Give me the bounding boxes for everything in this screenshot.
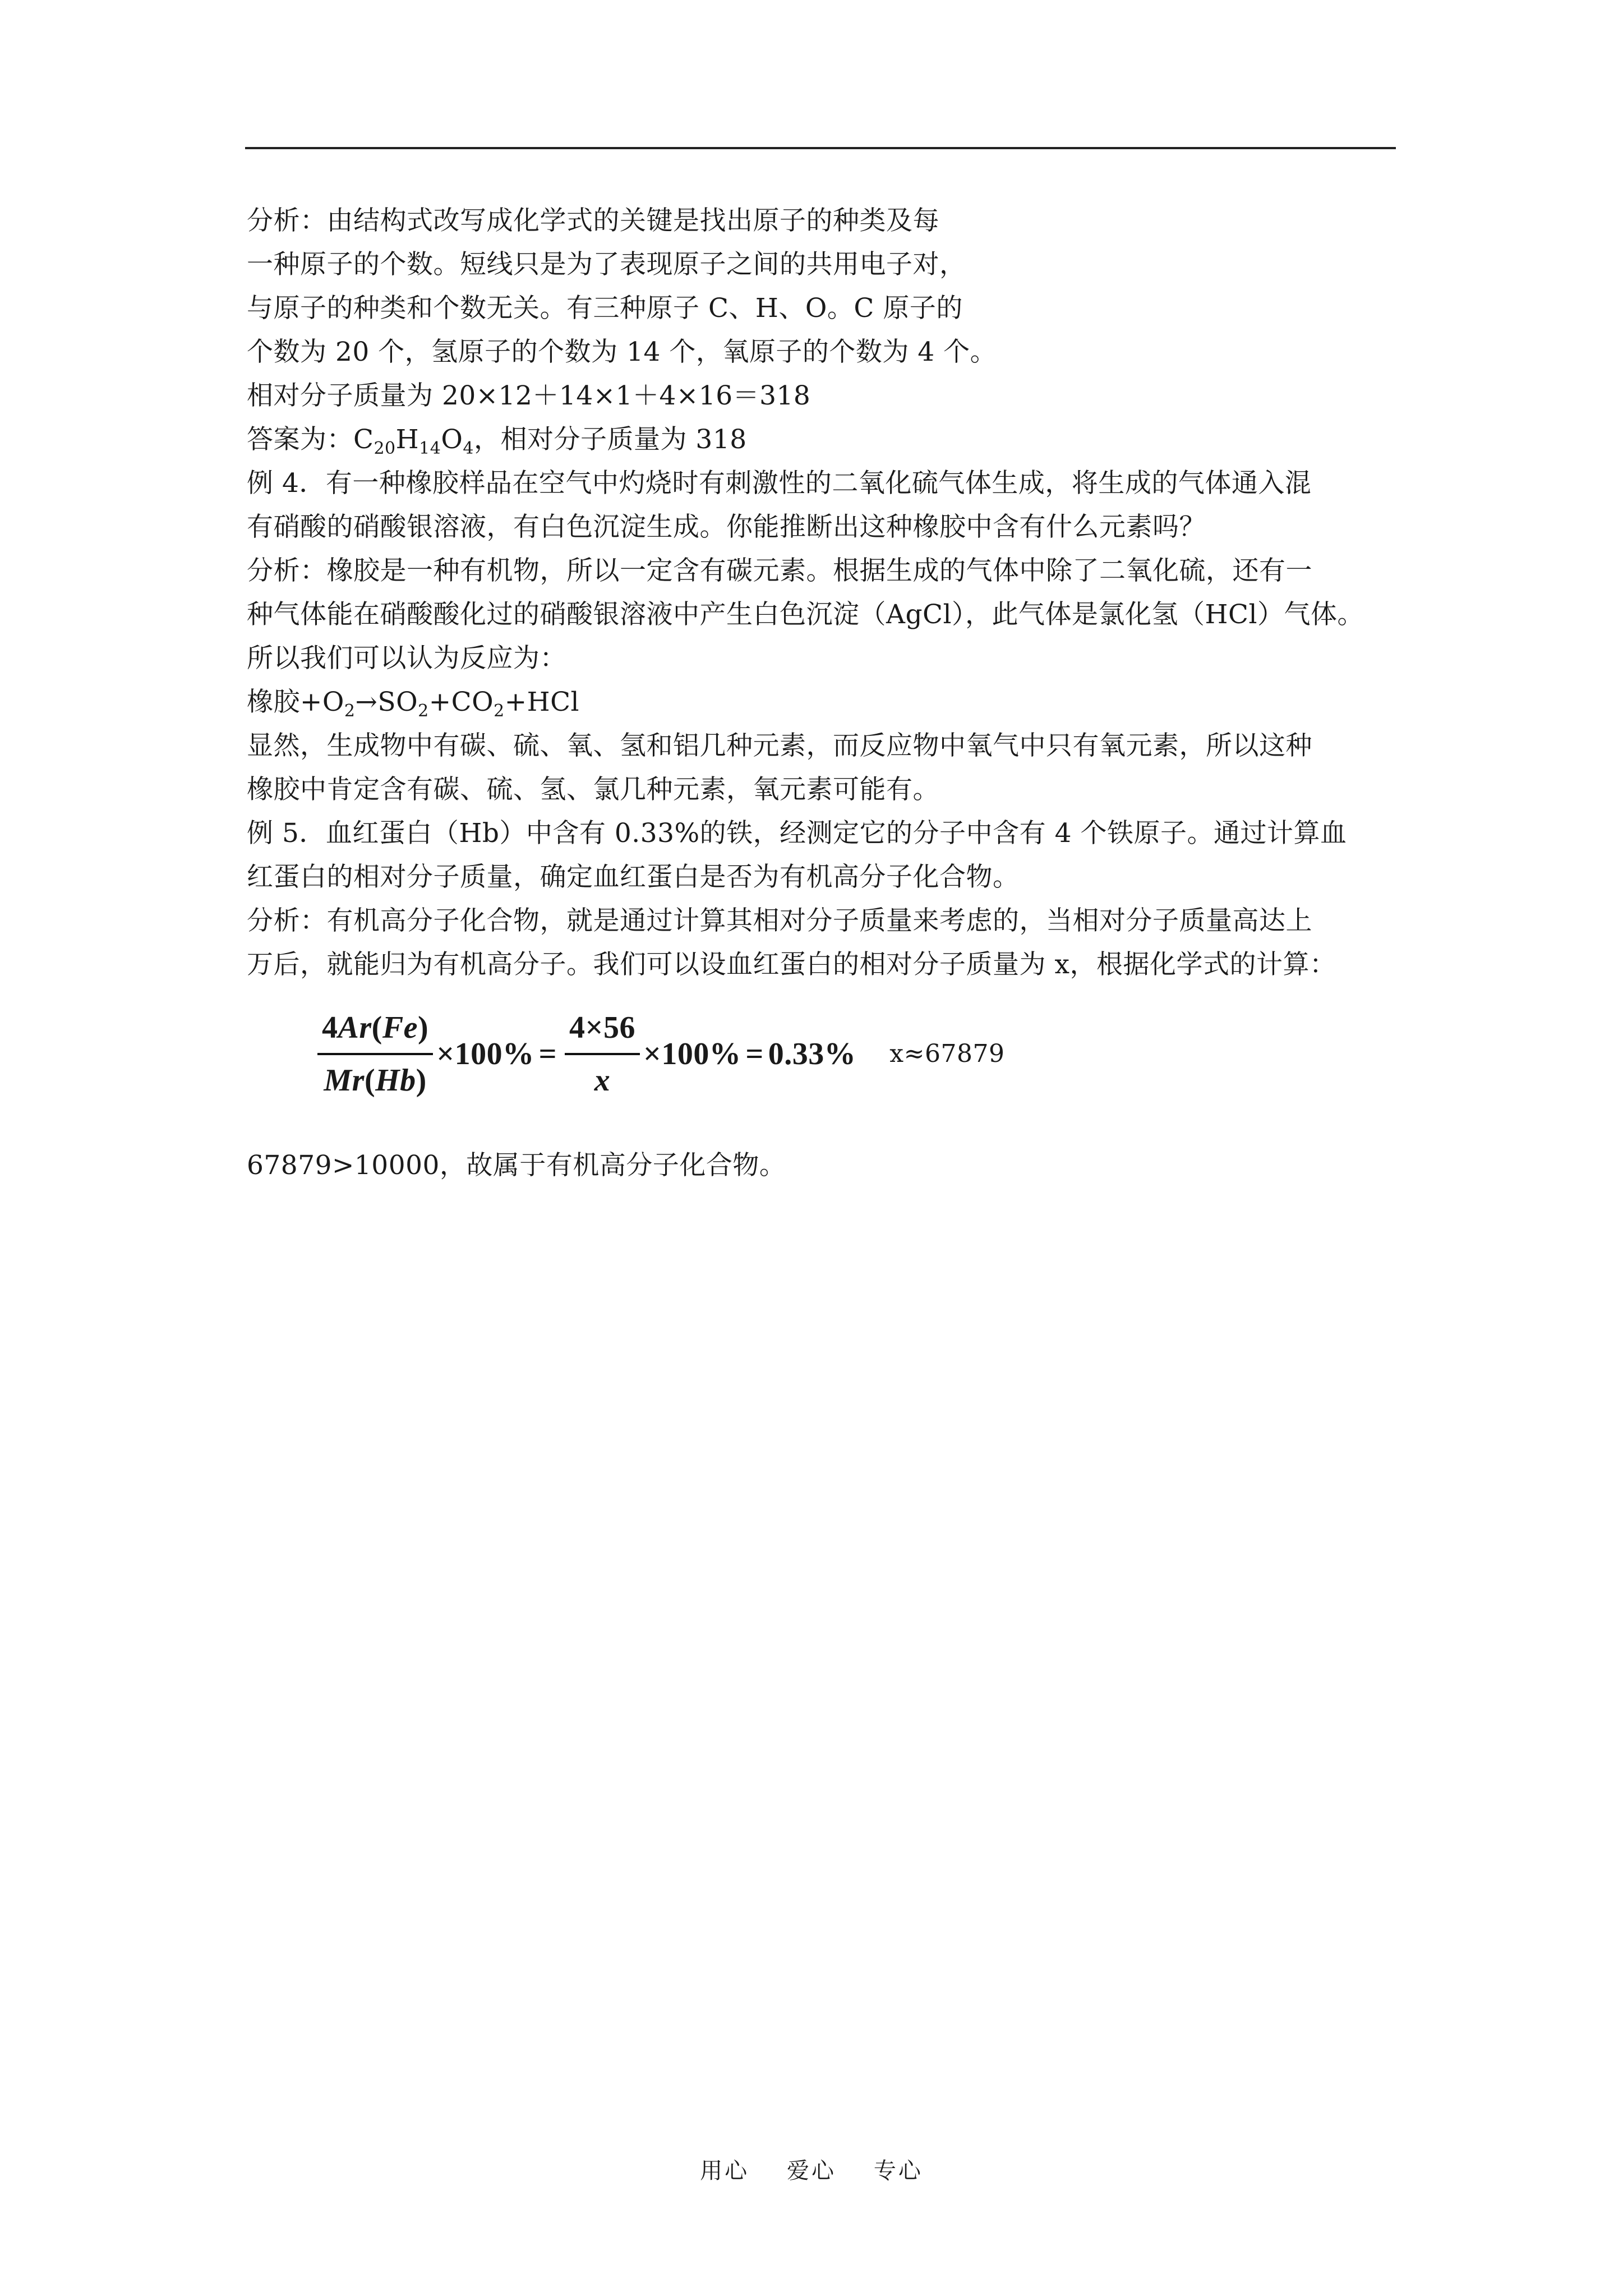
formula-element: O <box>441 424 463 455</box>
text-line: 例 5．血红蛋白（Hb）中含有 0.33%的铁，经测定它的分子中含有 4 个铁原子。通过计算血 <box>247 818 1347 849</box>
text-line: 与原子的种类和个数无关。有三种原子 C、H、O。C 原子的 <box>247 293 963 324</box>
text-line: 一种原子的个数。短线只是为了表现原子之间的共用电子对， <box>247 249 966 280</box>
formula-term: Mr <box>324 1063 365 1098</box>
answer-prefix: 答案为： <box>247 424 353 455</box>
formula-result: 0.33% <box>768 1037 856 1071</box>
fraction-numerator: 4×56 <box>565 1006 640 1055</box>
conclusion-line: 67879>10000，故属于有机高分子化合物。 <box>247 1150 786 1181</box>
formula-multiplier: ×100% <box>436 1037 534 1071</box>
reaction-equation <box>247 680 1402 724</box>
text-line: 相对分子质量为 20×12＋14×1＋4×16＝318 <box>247 380 811 411</box>
formula-term: ) <box>416 1063 427 1098</box>
text-line: 橡胶中肯定含有碳、硫、氢、氯几种元素，氧元素可能有。 <box>247 774 939 805</box>
text-line: 万后，就能归为有机高分子。我们可以设血红蛋白的相对分子质量为 x，根据化学式的计算： <box>247 949 1336 980</box>
formula-term: Ar <box>338 1010 372 1045</box>
product: +HCl <box>504 687 580 717</box>
text-line: 分析：橡胶是一种有机物，所以一定含有碳元素。根据生成的气体中除了二氧化硫，还有一 <box>247 555 1312 586</box>
fraction-ar-over-mr <box>317 1006 433 1102</box>
text-line: 显然，生成物中有碳、硫、氧、氢和铝几种元素，而反应物中氧气中只有氧元素，所以这种 <box>247 730 1312 761</box>
product: +CO <box>428 687 494 717</box>
text-line: 种气体能在硝酸酸化过的硝酸银溶液中产生白色沉淀（AgCl），此气体是氯化氢（HCl）气体。 <box>247 599 1364 630</box>
header-rule <box>245 147 1396 149</box>
formula-term: ( <box>364 1063 376 1098</box>
formula-term: 4 <box>322 1010 338 1045</box>
fraction-numeric <box>565 1006 640 1102</box>
reactant: 橡胶+O <box>247 687 344 717</box>
text-line: 有硝酸的硝酸银溶液，有白色沉淀生成。你能推断出这种橡胶中含有什么元素吗？ <box>247 512 1206 542</box>
formula-subscript: 20 <box>374 439 396 458</box>
text-line: 所以我们可以认为反应为： <box>247 643 566 674</box>
formula-subscript: 2 <box>344 701 356 721</box>
text-line: 个数为 20 个，氢原子的个数为 14 个，氧原子的个数为 4 个。 <box>247 337 997 367</box>
text-line: 例 4．有一种橡胶样品在空气中灼烧时有刺激性的二氧化硫气体生成，将生成的气体通入混 <box>247 468 1312 499</box>
fraction-denominator <box>319 1055 431 1102</box>
text-line: 分析：由结构式改写成化学式的关键是找出原子的种类及每 <box>247 205 939 236</box>
formula-term: Fe <box>382 1010 418 1045</box>
reaction-arrow: → <box>355 687 378 717</box>
formula-element: C <box>353 424 374 455</box>
approximate-value: x≈67879 <box>889 1039 1005 1068</box>
formula-subscript: 14 <box>419 439 441 458</box>
formula-element: H <box>395 424 419 455</box>
document-body <box>247 199 1402 1188</box>
fraction-numerator <box>317 1006 433 1055</box>
fraction-denominator: x <box>594 1063 611 1098</box>
formula-multiplier: ×100% <box>643 1037 741 1071</box>
equals-sign: = <box>745 1037 764 1071</box>
formula-subscript: 4 <box>463 439 474 458</box>
formula-term: ) <box>418 1010 429 1045</box>
equals-sign: = <box>538 1037 557 1071</box>
answer-suffix: ，相对分子质量为 318 <box>473 424 747 455</box>
answer-line <box>247 418 1402 462</box>
page-footer: 用心 爱心 专心 <box>700 2158 923 2184</box>
product: SO <box>377 687 418 717</box>
formula-subscript: 2 <box>494 701 505 721</box>
text-line: 红蛋白的相对分子质量，确定血红蛋白是否为有机高分子化合物。 <box>247 862 1020 892</box>
formula-term: Hb <box>375 1063 416 1098</box>
formula-subscript: 2 <box>418 701 429 721</box>
hemoglobin-formula <box>314 987 1402 1121</box>
formula-term: ( <box>371 1010 382 1045</box>
text-line: 分析：有机高分子化合物，就是通过计算其相对分子质量来考虑的，当相对分子质量高达上 <box>247 905 1312 936</box>
